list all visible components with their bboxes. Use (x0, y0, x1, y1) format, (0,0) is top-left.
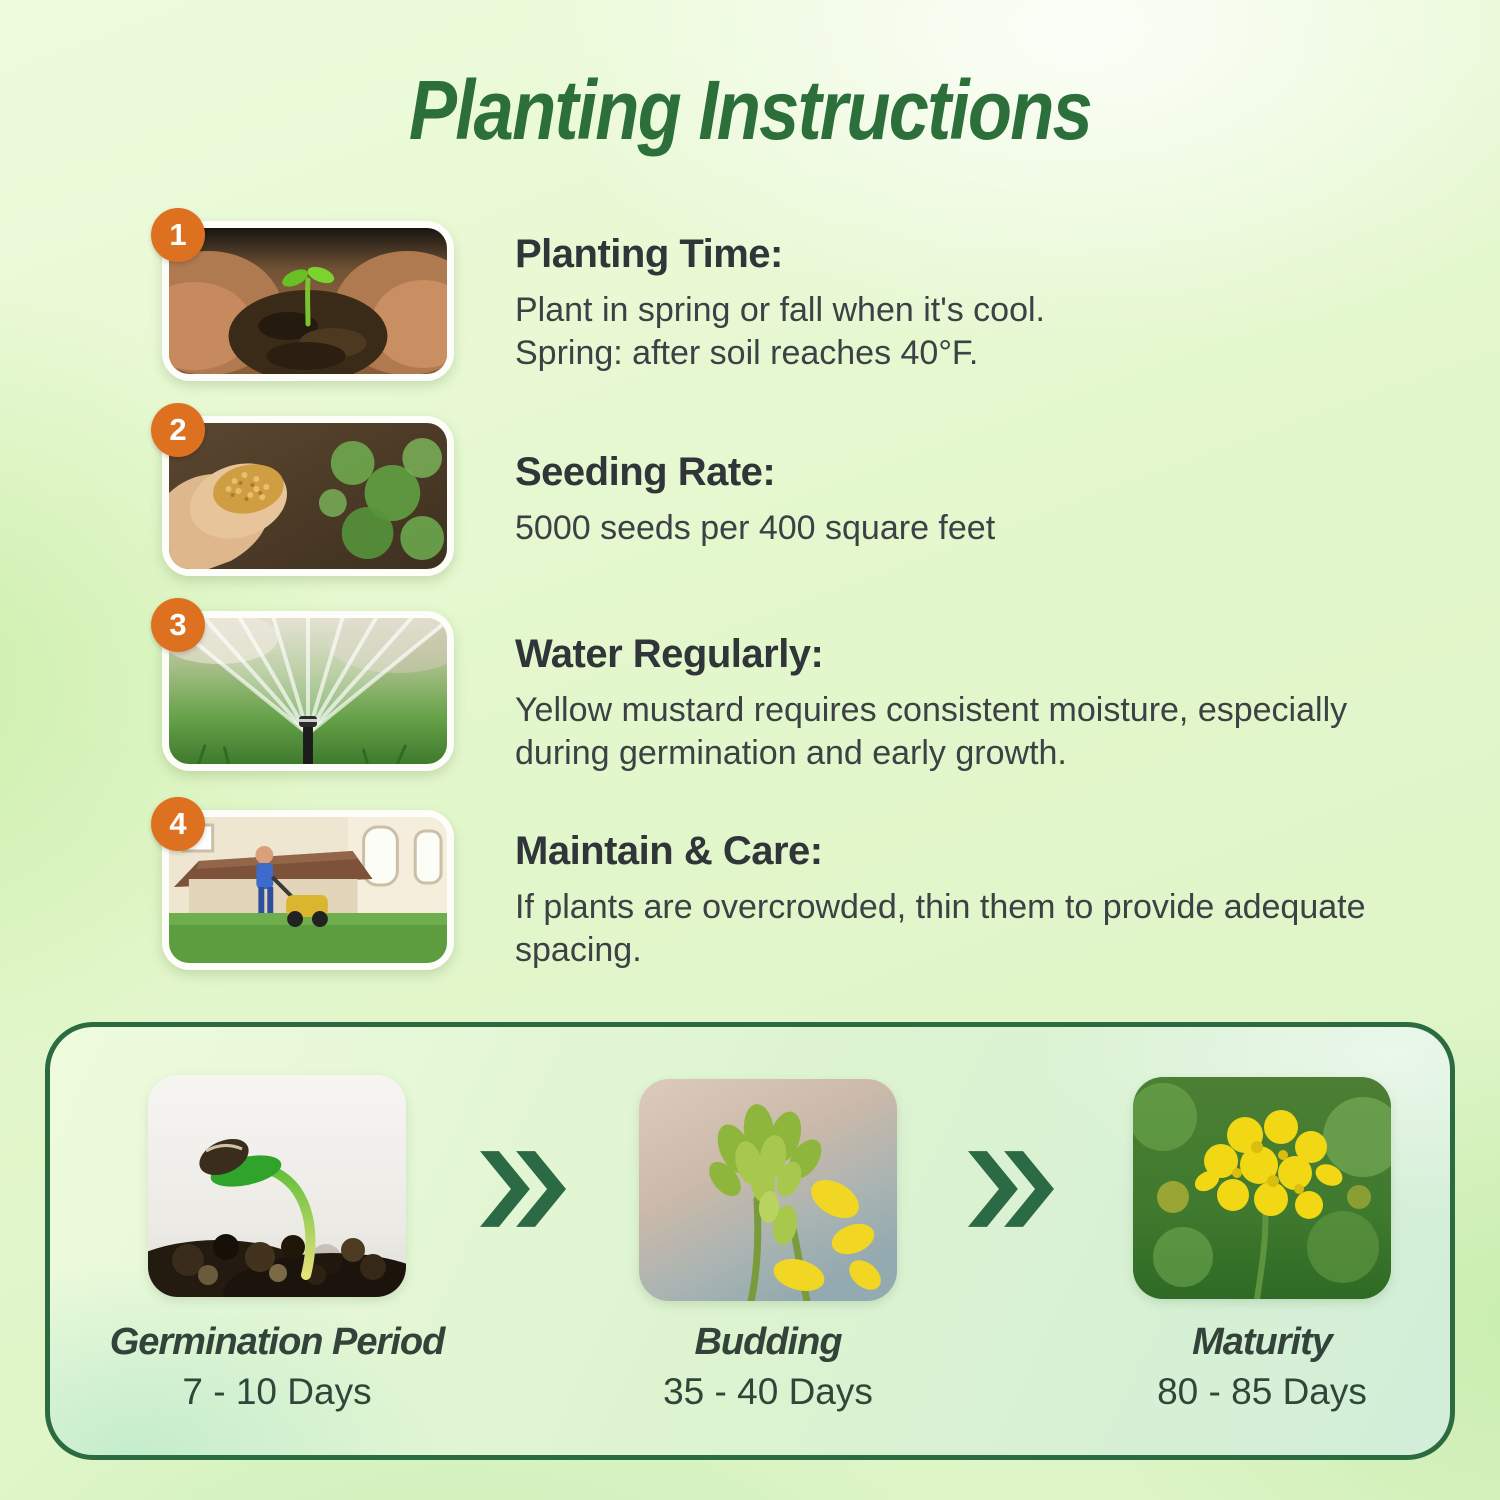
step-number: 4 (169, 806, 187, 841)
stage-2-days: 35 - 40 Days (663, 1371, 873, 1412)
step-1-number-badge (151, 208, 205, 262)
step-2-number-badge (151, 403, 205, 457)
step-4-number-badge (151, 797, 205, 851)
yellow-mustard-flowers-photo (1133, 1077, 1391, 1299)
step-1-photo (162, 217, 454, 381)
hand-holding-mustard-seeds-photo (169, 423, 447, 569)
step-4-text (515, 829, 1490, 972)
step-2-text (515, 450, 1490, 550)
double-chevron-right-icon (968, 1147, 1054, 1231)
green-mustard-buds-photo (639, 1079, 897, 1301)
step-number: 2 (169, 412, 187, 447)
growth-timeline-panel (45, 1022, 1455, 1460)
step-3-photo (162, 607, 454, 771)
step-4-line-1: If plants are overcrowded, thin them to provide adequate (515, 888, 1366, 926)
step-1-heading: Planting Time: (515, 232, 783, 276)
step-3-text (515, 632, 1490, 775)
double-chevron-right-icon (480, 1147, 566, 1231)
stage-2-title: Budding (694, 1321, 842, 1363)
step-3-line-2: during germination and early growth. (515, 734, 1067, 772)
step-2-heading: Seeding Rate: (515, 450, 776, 494)
step-2-photo (162, 412, 454, 576)
step-3-heading: Water Regularly: (515, 632, 824, 676)
step-2-line-1: 5000 seeds per 400 square feet (515, 509, 996, 547)
stage-1-days: 7 - 10 Days (182, 1371, 372, 1412)
step-number: 3 (169, 607, 187, 642)
step-1-text (515, 232, 1490, 375)
page-title: Planting Instructions (408, 63, 1092, 157)
step-3-number-badge (151, 598, 205, 652)
stage-3-title: Maturity (1192, 1321, 1332, 1363)
step-number: 1 (169, 217, 187, 252)
seed-sprouting-from-soil-photo (148, 1075, 406, 1297)
man-mowing-lawn-photo (169, 817, 447, 963)
step-4-line-2: spacing. (515, 931, 642, 969)
step-3-line-1: Yellow mustard requires consistent moisture, especially (515, 691, 1348, 729)
step-4-heading: Maintain & Care: (515, 829, 823, 873)
step-1-line-2: Spring: after soil reaches 40°F. (515, 334, 979, 372)
stage-1-title: Germination Period (109, 1321, 445, 1363)
step-1-line-1: Plant in spring or fall when it's cool. (515, 291, 1045, 329)
hands-holding-soil-with-sprout-photo (169, 228, 447, 374)
lawn-sprinkler-photo (169, 618, 447, 764)
stage-3-days: 80 - 85 Days (1157, 1371, 1367, 1412)
step-4-photo (162, 806, 454, 970)
